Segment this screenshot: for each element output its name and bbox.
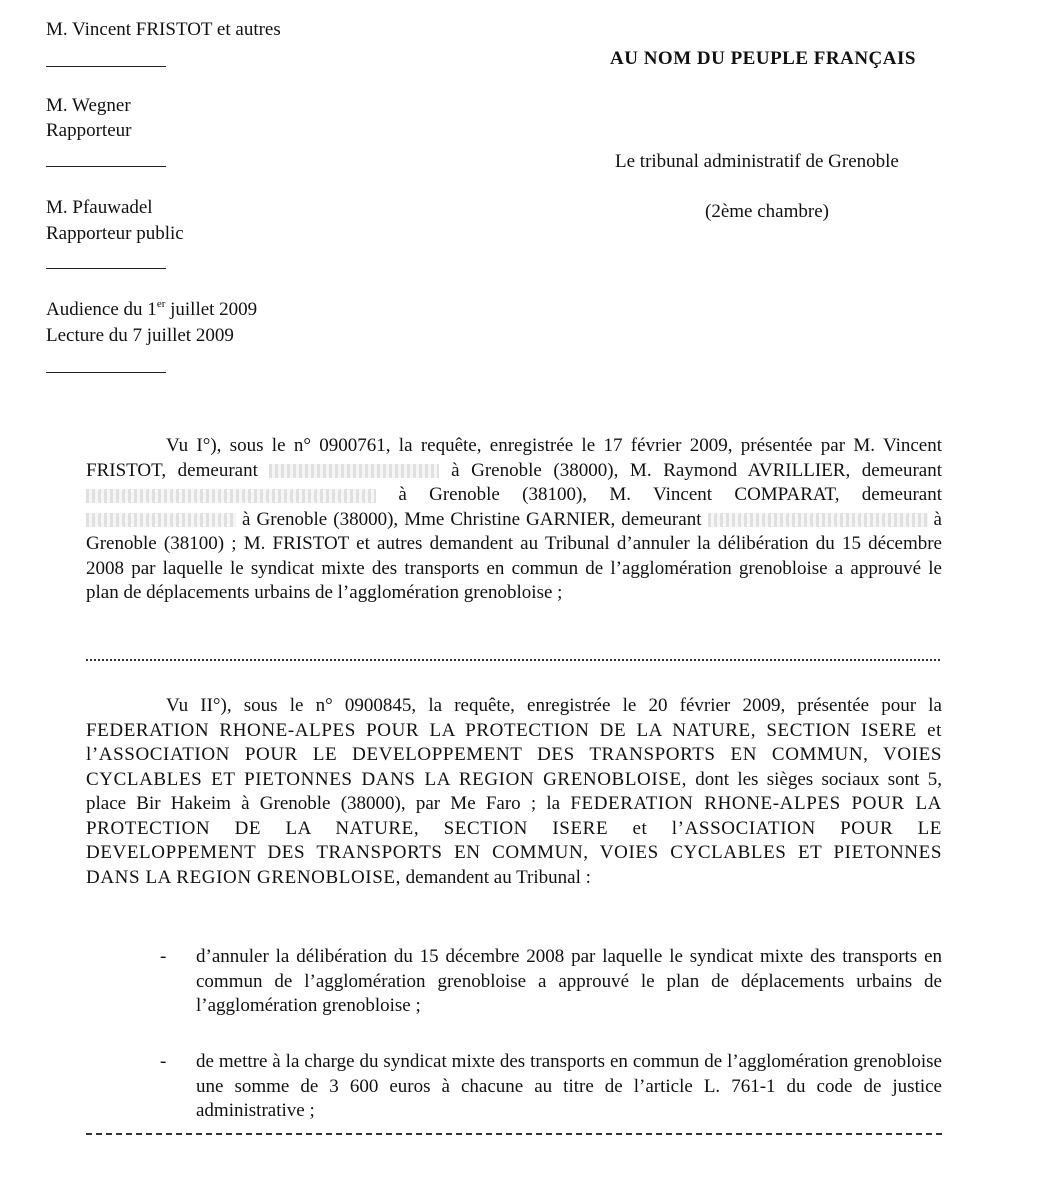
paragraph-request-2: Vu II°), sous le n° 0900845, la requête, enregistrée le 20 février 2009, présentée pour la FEDERATION RHONE-ALPES POUR LA PROTECTION DE LA NATURE, SECTION ISERE et l’ASSOCIATION POUR LE DEVELOPPEMENT DES TRANSPORTS EN COMMUN, VOIES CYCLABLES ET PIETONNES DANS LA REGION GRENOBLOISE, dont les sièges sociaux sont 5, place Bir Hakeim à Grenoble (38000), par Me Faro ; la FEDERATION RHONE-ALPES POUR LA PROTECTION DE LA NATURE, SECTION ISERE et l’ASSOCIATION POUR LE DEVELOPPEMENT DES TRANSPORTS EN COMMUN, VOIES CYCLABLES ET PIETONNES DANS LA REGION GRENOBLOISE, demandent au Tribunal :: [86, 695, 942, 888]
rapporteur-title: Rapporteur: [46, 120, 132, 141]
paragraph-request-1: Vu I°), sous le n° 0900761, la requête, enregistrée le 17 février 2009, présentée par M. Vincent FRISTOT, demeurant à Grenoble (38000), M. Raymond AVRILLIER, demeurant à Grenoble (38100), M. Vincent COMPARAT, demeurant à Grenoble (38000), Mme Christine GARNIER, demeurant à Grenoble (38100) ; M. FRISTOT et autres demandent au Tribunal d’annuler la délibération du 15 décembre 2008 par laquelle le syndicat mixte des transports en commun de l’agglomération grenobloise a approuvé le plan de déplacements urbains de l’agglomération grenobloise ;: [86, 435, 942, 603]
public-rapporteur-name: M. Pfauwadel: [46, 197, 153, 218]
list-item-text: d’annuler la délibération du 15 décembre 2008 par laquelle le syndicat mixte des transports en commun de l’agglomération grenobloise a approuvé le plan de déplacements urbains de l’agglomération grenobloise ;: [196, 946, 942, 1016]
page-heading: AU NOM DU PEUPLE FRANÇAIS: [610, 48, 916, 69]
divider: [46, 166, 166, 167]
public-rapporteur-title: Rapporteur public: [46, 223, 184, 244]
parties-name: M. Vincent FRISTOT et autres: [46, 19, 281, 40]
divider: [46, 66, 166, 67]
redacted-address: [708, 513, 928, 527]
dashed-separator: [86, 1133, 942, 1135]
dotted-separator: [86, 659, 940, 661]
lecture-date: Lecture du 7 juillet 2009: [46, 325, 234, 346]
redacted-address: [86, 513, 236, 527]
rapporteur-name: M. Wegner: [46, 95, 131, 116]
court-name: Le tribunal administratif de Grenoble: [615, 151, 899, 172]
divider: [46, 268, 166, 269]
audience-date: Audience du 1er juillet 2009: [46, 298, 258, 320]
list-item: [160, 1050, 942, 1124]
redacted-address: [269, 464, 439, 478]
chamber-name: (2ème chambre): [705, 201, 829, 222]
list-item: [160, 945, 942, 1019]
redacted-address: [86, 489, 376, 503]
bullet-dash: -: [160, 946, 167, 967]
list-item-text: de mettre à la charge du syndicat mixte des transports en commun de l’agglomération grenobloise une somme de 3 600 euros à chacune au titre de l’article L. 761-1 du code de justice administrative ;: [196, 1051, 942, 1121]
divider: [46, 372, 166, 373]
bullet-dash: -: [160, 1051, 167, 1072]
